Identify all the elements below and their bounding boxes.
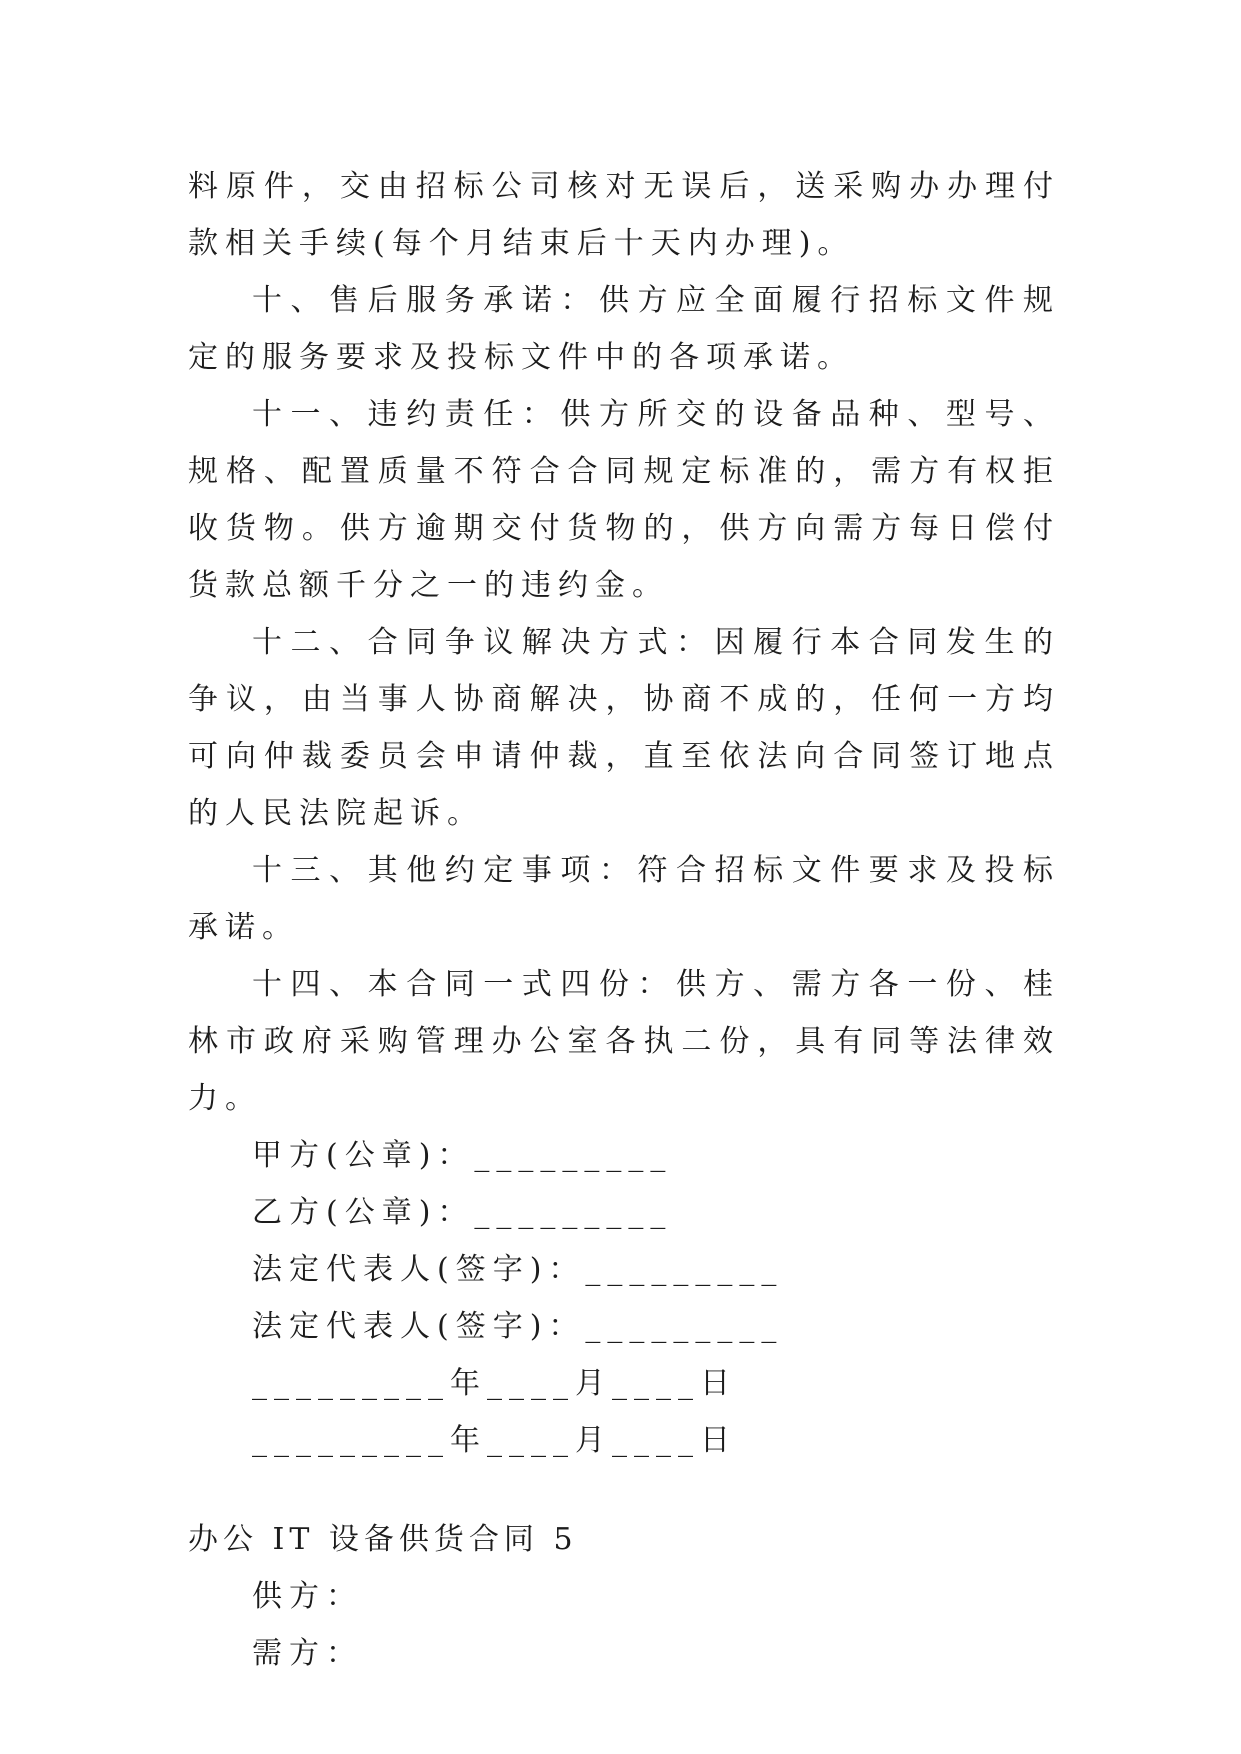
legal-rep-signature-line-1: 法定代表人(签字)：_________ xyxy=(252,1252,784,1287)
buyer-label: 需方： xyxy=(252,1636,363,1671)
paragraph-breach-liability: 十一、违约责任：供方所交的设备品种、型号、规格、配置质量不符合合同规定标准的，需方有权拒收货物。供方逾期交付货物的，供方向需方每日偿付货款总额千分之一的违约金。 xyxy=(188,397,1060,603)
party-a-seal-line: 甲方(公章)：_________ xyxy=(252,1138,673,1173)
section-spacer xyxy=(188,1469,1060,1511)
date-line-1: _________年____月____日 xyxy=(252,1366,737,1401)
signature-block xyxy=(188,1127,1060,1469)
paragraph-other-terms: 十三、其他约定事项：符合招标文件要求及投标承诺。 xyxy=(188,853,1060,945)
paragraph-payment-continuation: 料原件，交由招标公司核对无误后，送采购办办理付款相关手续(每个月结束后十天内办理)。 xyxy=(188,169,1060,261)
supplier-label: 供方： xyxy=(252,1579,363,1614)
section-title: 办公 IT 设备供货合同 5 xyxy=(188,1522,578,1557)
paragraph-dispute-resolution: 十二、合同争议解决方式：因履行本合同发生的争议，由当事人协商解决，协商不成的，任何一方均可向仲裁委员会申请仲裁，直至依法向合同签订地点的人民法院起诉。 xyxy=(188,625,1060,831)
date-line-2: _________年____月____日 xyxy=(252,1423,737,1458)
paragraph-copies: 十四、本合同一式四份：供方、需方各一份、桂林市政府采购管理办公室各执二份，具有同等法律效力。 xyxy=(188,967,1060,1116)
document-body xyxy=(188,158,1060,1682)
party-b-seal-line: 乙方(公章)：_________ xyxy=(252,1195,673,1230)
legal-rep-signature-line-2: 法定代表人(签字)：_________ xyxy=(252,1309,784,1344)
paragraph-after-sales: 十、售后服务承诺：供方应全面履行招标文件规定的服务要求及投标文件中的各项承诺。 xyxy=(188,283,1060,375)
